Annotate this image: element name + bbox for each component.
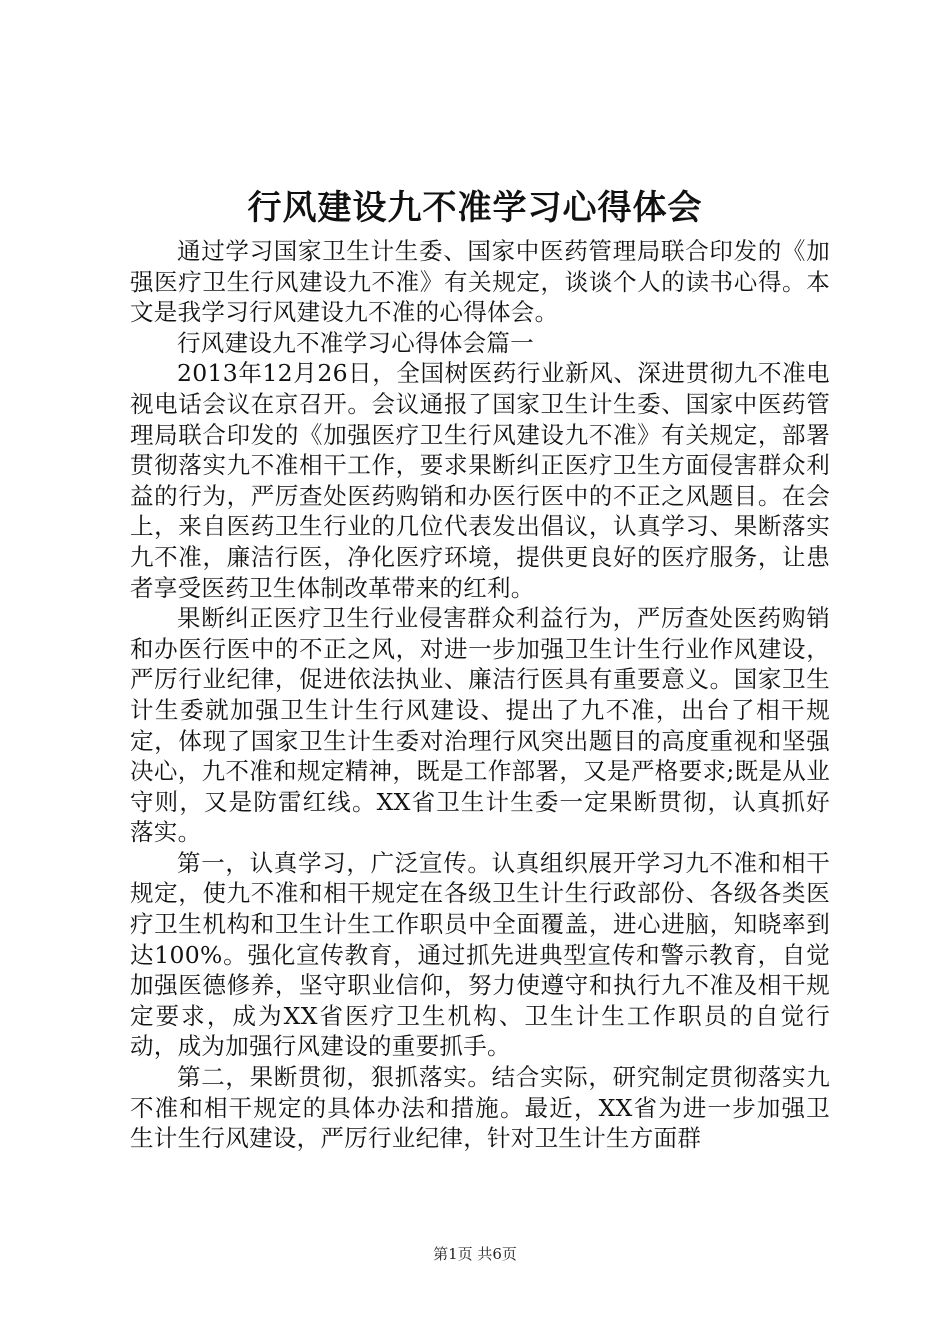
- paragraph-second-point: 第二，果断贯彻，狠抓落实。结合实际，研究制定贯彻落实九不准和相干规定的具体办法和措施。最近，XX省为进一步加强卫生计生行风建设，严厉行业纪律，针对卫生计生方面群: [130, 1063, 830, 1153]
- paragraph-first-point: 第一，认真学习，广泛宣传。认真组织展开学习九不准和相干规定，使九不准和相干规定在各级卫生计生行政部份、各级各类医疗卫生机构和卫生计生工作职员中全面覆盖，进心进脑，知晓率到达100%。强化宣传教育，通过抓先进典型宣传和警示教育，自觉加强医德修养，坚守职业信仰，努力使遵守和执行九不准及相干规定要求，成为XX省医疗卫生机构、卫生计生工作职员的自觉行动，成为加强行风建设的重要抓手。: [130, 848, 830, 1061]
- section-heading: 行风建设九不准学习心得体会篇一: [177, 328, 534, 357]
- paragraph-significance: 果断纠正医疗卫生行业侵害群众利益行为，严厉查处医药购销和办医行医中的不正之风，对进一步加强卫生计生行业作风建设，严厉行业纪律，促进依法执业、廉洁行医具有重要意义。国家卫生计生委就加强卫生计生行风建设、提出了九不准，出台了相干规定，体现了国家卫生计生委对治理行风突出题目的高度重视和坚强决心，九不准和规定精神，既是工作部署，又是严格要求;既是从业守则，又是防雷红线。XX省卫生计生委一定果断贯彻，认真抓好落实。: [130, 604, 830, 847]
- page-footer: 第1页 共6页: [433, 1245, 517, 1263]
- paragraph-meeting: 2013年12月26日，全国树医药行业新风、深进贯彻九不准电视电话会议在京召开。会议通报了国家卫生计生委、国家中医药管理局联合印发的《加强医疗卫生行风建设九不准》有关规定，部署贯彻落实九不准相干工作，要求果断纠正医疗卫生方面侵害群众利益的行为，严厉查处医药购销和办医行医中的不正之风题目。在会上，来自医药卫生行业的几位代表发出倡议，认真学习、果断落实九不准，廉洁行医，净化医疗环境，提供更良好的医疗服务，让患者享受医药卫生体制改革带来的红利。: [130, 359, 830, 602]
- document-body: [130, 236, 830, 1154]
- paragraph-intro: 通过学习国家卫生计生委、国家中医药管理局联合印发的《加强医疗卫生行风建设九不准》有关规定，谈谈个人的读书心得。本文是我学习行风建设九不准的心得体会。: [130, 237, 830, 327]
- document-title: 行风建设九不准学习心得体会: [247, 188, 703, 228]
